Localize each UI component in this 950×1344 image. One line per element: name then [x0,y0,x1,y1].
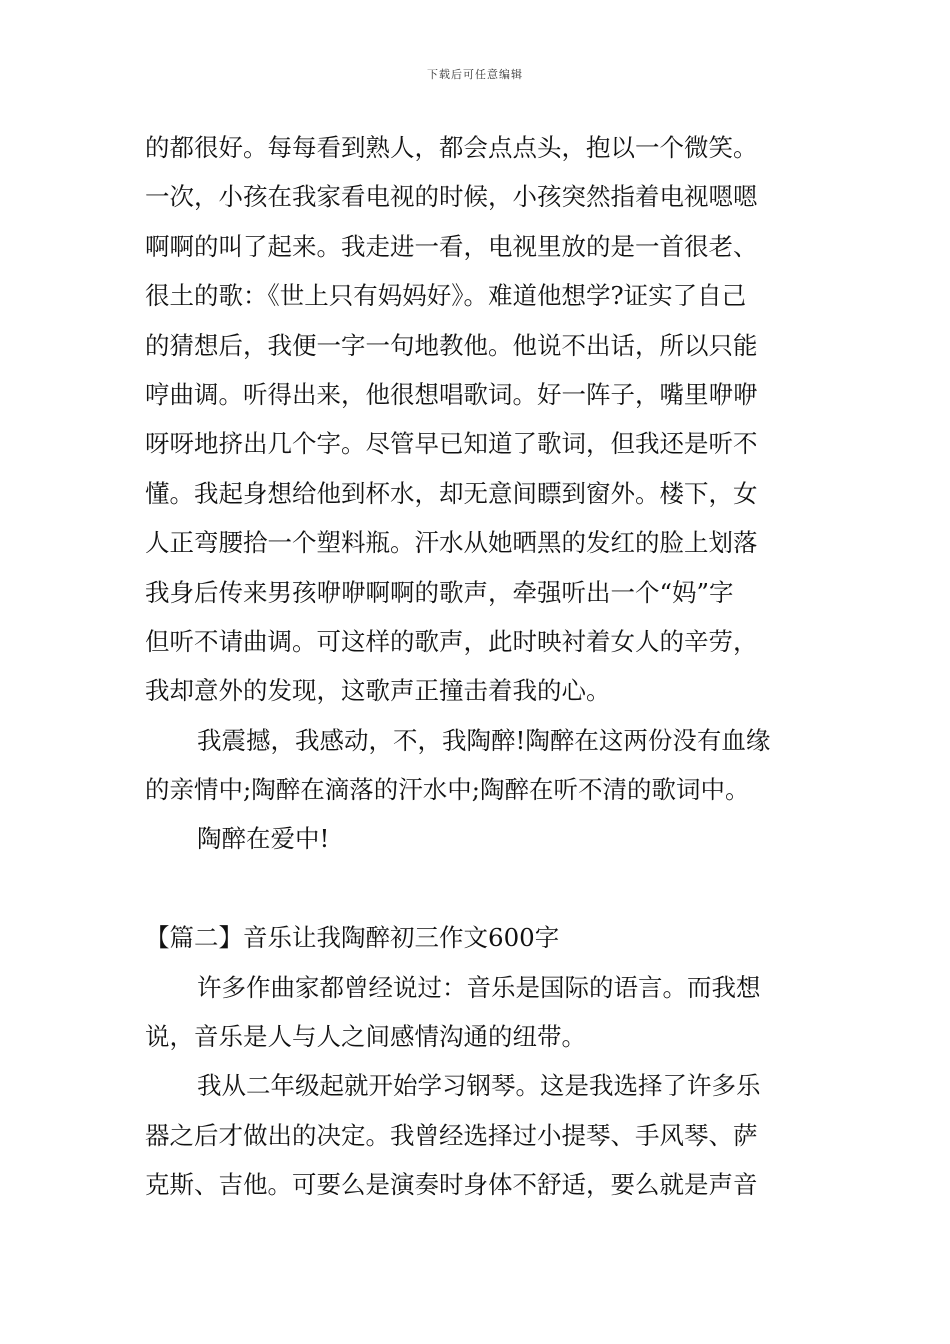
text-line: 懂。我起身想给他到杯水，却无意间瞟到窗外。楼下，女 [145,478,758,508]
text-line: 人正弯腰拾一个塑料瓶。汗水从她晒黑的发红的脸上划落 [145,528,758,558]
section-title: 【篇二】音乐让我陶醉初三作文600字 [145,923,560,953]
text-line: 很土的歌：《世上只有妈妈好》。难道他想学?证实了自己 [145,281,747,311]
text-line: 啊啊的叫了起来。我走进一看，电视里放的是一首很老、 [145,231,758,261]
text-line: 的都很好。每每看到熟人，都会点点头，抱以一个微笑。 [145,133,758,162]
text-line: 克斯、吉他。可要么是演奏时身体不舒适，要么就是声音 [145,1170,758,1200]
text-line: 我身后传来男孩咿咿啊啊的歌声，牵强听出一个“妈”字 [145,577,734,607]
text-line: 的猜想后，我便一字一句地教他。他说不出话，所以只能 [145,330,758,360]
text-line: 我从二年级起就开始学习钢琴。这是我选择了许多乐 [197,1071,761,1101]
text-line: 哼曲调。听得出来，他很想唱歌词。好一阵子，嘴里咿咿 [145,379,758,409]
text-line: 说，音乐是人与人之间感情沟通的纽带。 [145,1022,586,1052]
text-line: 一次，小孩在我家看电视的时候，小孩突然指着电视嗯嗯 [145,182,758,212]
text-line: 我却意外的发现，这歌声正撞击着我的心。 [145,676,611,706]
text-line: 器之后才做出的决定。我曾经选择过小提琴、手风琴、萨 [145,1120,758,1150]
text-line: 但听不请曲调。可这样的歌声，此时映衬着女人的辛劳， [145,626,758,656]
text-line: 陶醉在爱中! [197,824,330,854]
text-line: 的亲情中;陶醉在滴落的汗水中;陶醉在听不清的歌词中。 [145,775,750,805]
page-header-note: 下载后可任意编辑 [427,68,523,81]
paragraph-gap [145,864,825,913]
text-line: 许多作曲家都曾经说过：音乐是国际的语言。而我想 [197,972,761,1002]
document-body [145,123,825,1210]
text-line: 呀呀地挤出几个字。尽管早已知道了歌词，但我还是听不 [145,429,758,459]
text-line: 我震撼，我感动，不，我陶醉!陶醉在这两份没有血缘 [197,725,771,755]
